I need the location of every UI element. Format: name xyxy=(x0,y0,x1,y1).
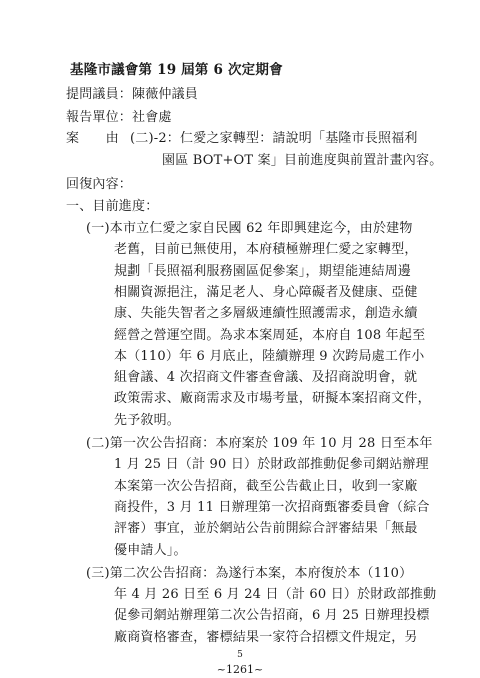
case-text-line-1: (二)-2：仁愛之家轉型：請說明「基隆市長照福利 xyxy=(130,131,418,146)
item-3-line: 促參司網站辦理第二次公告招商，6 月 25 日辦理投標 xyxy=(114,608,430,623)
item-3-line: 廠商資格審查，審標結果一家符合招標文件規定，另 xyxy=(114,630,418,645)
footer-page-number: ~1261~ xyxy=(216,663,264,676)
page-number: 5 xyxy=(237,650,243,660)
item-1-line: 先予敘明。 xyxy=(114,413,181,428)
item-2-line: (二)第一次公告招商：本府案於 109 年 10 月 28 日至本年 xyxy=(86,436,433,451)
item-1-line: 老舊，目前已無使用，本府積極辦理仁愛之家轉型， xyxy=(114,242,418,257)
case-label: 案 由 xyxy=(66,131,119,146)
item-2-line: 商投件，3 月 11 日辦理第一次招商甄審委員會（綜合 xyxy=(114,500,430,515)
item-3-line: (三)第二次公告招商：為遂行本案，本府復於本（110） xyxy=(86,566,413,581)
item-1-line: 本（110）年 6 月底止，陸續辦理 9 次跨局處工作小 xyxy=(114,349,425,364)
item-1-line: 政策需求、廠商需求及市場考量，研擬本案招商文件， xyxy=(114,391,431,406)
item-1-line: 組會議、4 次招商文件審查會議、及招商說明會，就 xyxy=(114,370,418,385)
item-2-line: 1 月 25 日（計 90 日）於財政部推動促參司網站辦理 xyxy=(114,457,429,472)
document-title: 基隆市議會第 19 屆第 6 次定期會 xyxy=(70,62,283,78)
item-1-line: 相關資源挹注，滿足老人、身心障礙者及健康、亞健 xyxy=(114,285,418,300)
item-3-line: 年 4 月 26 日至 6 月 24 日（計 60 日）於財政部推動 xyxy=(114,587,437,602)
proposer-line: 提問議員：陳薇仲議員 xyxy=(66,87,199,102)
item-2-line: 優申請人」。 xyxy=(114,543,187,558)
item-1-line: 規劃「長照福利服務園區促參案」，期望能連結周邊 xyxy=(114,264,412,279)
reporting-unit-line: 報告單位：社會處 xyxy=(66,110,172,125)
case-text-line-2: 園區 BOT+OT 案」目前進度與前置計畫內容。 xyxy=(162,153,443,168)
item-1-line: 康、失能失智者之多層級連續性照護需求，創造永續 xyxy=(114,306,418,321)
reply-heading: 回復內容： xyxy=(66,177,133,192)
item-1-line: 經營之營運空間。為求本案周延，本府自 108 年起至 xyxy=(114,328,426,343)
item-2-line: 評審）事宜，並於網站公告前開綜合評審結果「無最 xyxy=(114,521,418,536)
item-2-line: 本案第一次公告招商，截至公告截止日，收到一家廠 xyxy=(114,479,418,494)
item-1-line: (一)本市立仁愛之家自民國 62 年即興建迄今，由於建物 xyxy=(86,221,413,236)
section-1-heading: 一、目前進度： xyxy=(66,199,159,214)
